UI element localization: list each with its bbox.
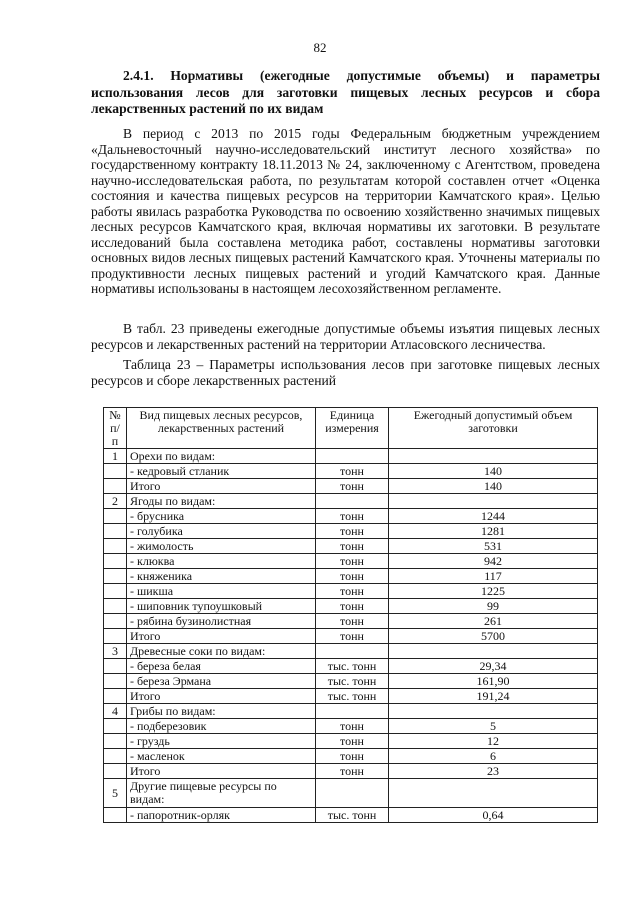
table-row <box>104 449 598 464</box>
header-annual-volume: Ежегодный допустимый объем заготовки <box>389 408 598 449</box>
cell-volume: 29,34 <box>389 659 598 674</box>
cell-volume: 1281 <box>389 524 598 539</box>
table-row <box>104 704 598 719</box>
table-row <box>104 674 598 689</box>
cell-resource: Итого <box>127 689 316 704</box>
table-row <box>104 509 598 524</box>
cell-unit: тонн <box>316 734 389 749</box>
table-row <box>104 599 598 614</box>
cell-number <box>104 674 127 689</box>
cell-resource: Итого <box>127 479 316 494</box>
cell-unit: тыс. тонн <box>316 689 389 704</box>
header-number: № п/п <box>104 408 127 449</box>
table-caption: Таблица 23 – Параметры использования лесов при заготовке пищевых лесных ресурсов и сборе лекарственных растений <box>91 357 600 388</box>
cell-number <box>104 569 127 584</box>
cell-number <box>104 539 127 554</box>
cell-resource: - шиповник тупоушковый <box>127 599 316 614</box>
cell-volume: 1244 <box>389 509 598 524</box>
cell-resource: - масленок <box>127 749 316 764</box>
resources-table <box>103 407 598 823</box>
table-header-row <box>104 408 598 449</box>
cell-resource: - береза белая <box>127 659 316 674</box>
cell-resource: - шикша <box>127 584 316 599</box>
cell-resource: Ягоды по видам: <box>127 494 316 509</box>
cell-resource: - груздь <box>127 734 316 749</box>
table-row <box>104 554 598 569</box>
cell-number: 3 <box>104 644 127 659</box>
cell-volume: 140 <box>389 479 598 494</box>
cell-unit: тонн <box>316 584 389 599</box>
cell-unit: тыс. тонн <box>316 659 389 674</box>
cell-volume: 0,64 <box>389 808 598 823</box>
cell-unit: тыс. тонн <box>316 808 389 823</box>
cell-volume: 161,90 <box>389 674 598 689</box>
table-row <box>104 659 598 674</box>
cell-number <box>104 464 127 479</box>
table-row <box>104 779 598 808</box>
table-row <box>104 569 598 584</box>
cell-volume <box>389 704 598 719</box>
cell-volume <box>389 779 598 808</box>
cell-volume: 117 <box>389 569 598 584</box>
table-row <box>104 764 598 779</box>
cell-unit: тонн <box>316 509 389 524</box>
cell-resource: - рябина бузинолистная <box>127 614 316 629</box>
cell-number <box>104 584 127 599</box>
cell-number <box>104 808 127 823</box>
cell-number: 2 <box>104 494 127 509</box>
cell-number <box>104 479 127 494</box>
cell-resource: Другие пищевые ресурсы по видам: <box>127 779 316 808</box>
cell-resource: Итого <box>127 629 316 644</box>
cell-unit <box>316 494 389 509</box>
cell-resource: Грибы по видам: <box>127 704 316 719</box>
table-row <box>104 629 598 644</box>
cell-number <box>104 764 127 779</box>
table-row <box>104 479 598 494</box>
cell-number <box>104 614 127 629</box>
cell-number <box>104 629 127 644</box>
cell-number <box>104 734 127 749</box>
cell-resource: - кедровый стланик <box>127 464 316 479</box>
cell-resource: - папоротник-орляк <box>127 808 316 823</box>
cell-volume <box>389 494 598 509</box>
cell-unit: тонн <box>316 479 389 494</box>
cell-resource: Древесные соки по видам: <box>127 644 316 659</box>
cell-volume: 12 <box>389 734 598 749</box>
cell-resource: - княженика <box>127 569 316 584</box>
cell-volume: 23 <box>389 764 598 779</box>
cell-resource: - жимолость <box>127 539 316 554</box>
cell-resource: - клюква <box>127 554 316 569</box>
cell-volume: 531 <box>389 539 598 554</box>
cell-unit: тонн <box>316 539 389 554</box>
cell-unit: тонн <box>316 524 389 539</box>
table-row <box>104 734 598 749</box>
cell-resource: - брусника <box>127 509 316 524</box>
cell-number <box>104 749 127 764</box>
cell-volume: 140 <box>389 464 598 479</box>
cell-number <box>104 509 127 524</box>
table-row <box>104 614 598 629</box>
cell-number: 5 <box>104 779 127 808</box>
cell-number: 4 <box>104 704 127 719</box>
cell-volume: 5 <box>389 719 598 734</box>
cell-resource: Итого <box>127 764 316 779</box>
table-row <box>104 494 598 509</box>
cell-unit <box>316 644 389 659</box>
cell-number <box>104 689 127 704</box>
cell-number <box>104 524 127 539</box>
cell-resource: - подберезовик <box>127 719 316 734</box>
table-row <box>104 719 598 734</box>
cell-unit: тонн <box>316 464 389 479</box>
table-row <box>104 584 598 599</box>
cell-unit: тонн <box>316 614 389 629</box>
cell-unit: тонн <box>316 749 389 764</box>
cell-number <box>104 719 127 734</box>
cell-unit: тонн <box>316 629 389 644</box>
section-heading: 2.4.1. Нормативы (ежегодные допустимые объемы) и параметры использования лесов для заготовки пищевых лесных ресурсов и сбора лекарственных растений по их видам <box>91 68 600 116</box>
cell-unit: тонн <box>316 569 389 584</box>
table-row <box>104 464 598 479</box>
table-row <box>104 808 598 823</box>
cell-number <box>104 554 127 569</box>
cell-volume: 191,24 <box>389 689 598 704</box>
cell-volume <box>389 449 598 464</box>
table-row <box>104 539 598 554</box>
table-row <box>104 689 598 704</box>
cell-volume: 99 <box>389 599 598 614</box>
paragraph-table-reference: В табл. 23 приведены ежегодные допустимые объемы изъятия пищевых лесных ресурсов и лекарственных растений на территории Атласовского лесничества. <box>91 321 600 352</box>
cell-volume: 6 <box>389 749 598 764</box>
paragraph-intro: В период с 2013 по 2015 годы Федеральным бюджетным учреждением «Дальневосточный научно-исследовательский институт лесного хозяйства» по государственному контракту 18.11.2013 № 24, заключенному с Агентством, проведена научно-исследовательская работа, по результатам которой составлен отчет «Оценка состояния и качества пищевых ресурсов на территории Камчатского края». Целью работы явилась разработка Руководства по освоению хозяйственно значимых пищевых лесных ресурсов Камчатского края, включая нормативы их заготовки. В результате исследований была составлена методика работ, составлены нормативы заготовки основных видов лесных пищевых растений Камчатского края. Уточнены материалы по продуктивности лесных пищевых растений и угодий Камчатского края. Данные нормативы использованы в настоящем лесохозяйственном регламенте. <box>91 126 600 296</box>
table-row <box>104 749 598 764</box>
page-number: 82 <box>313 40 327 55</box>
cell-resource: Орехи по видам: <box>127 449 316 464</box>
cell-unit <box>316 779 389 808</box>
cell-resource: - береза Эрмана <box>127 674 316 689</box>
cell-resource: - голубика <box>127 524 316 539</box>
cell-unit: тонн <box>316 554 389 569</box>
cell-number <box>104 659 127 674</box>
cell-number: 1 <box>104 449 127 464</box>
cell-unit <box>316 449 389 464</box>
table-row <box>104 644 598 659</box>
cell-number <box>104 599 127 614</box>
cell-unit: тонн <box>316 599 389 614</box>
cell-unit: тыс. тонн <box>316 674 389 689</box>
header-resource-type: Вид пищевых лесных ресурсов, лекарственных растений <box>127 408 316 449</box>
cell-volume: 942 <box>389 554 598 569</box>
cell-volume: 1225 <box>389 584 598 599</box>
cell-volume: 261 <box>389 614 598 629</box>
cell-unit: тонн <box>316 719 389 734</box>
table-body <box>104 449 598 823</box>
cell-volume: 5700 <box>389 629 598 644</box>
cell-unit <box>316 704 389 719</box>
table-row <box>104 524 598 539</box>
header-unit: Единица измерения <box>316 408 389 449</box>
cell-unit: тонн <box>316 764 389 779</box>
cell-volume <box>389 644 598 659</box>
